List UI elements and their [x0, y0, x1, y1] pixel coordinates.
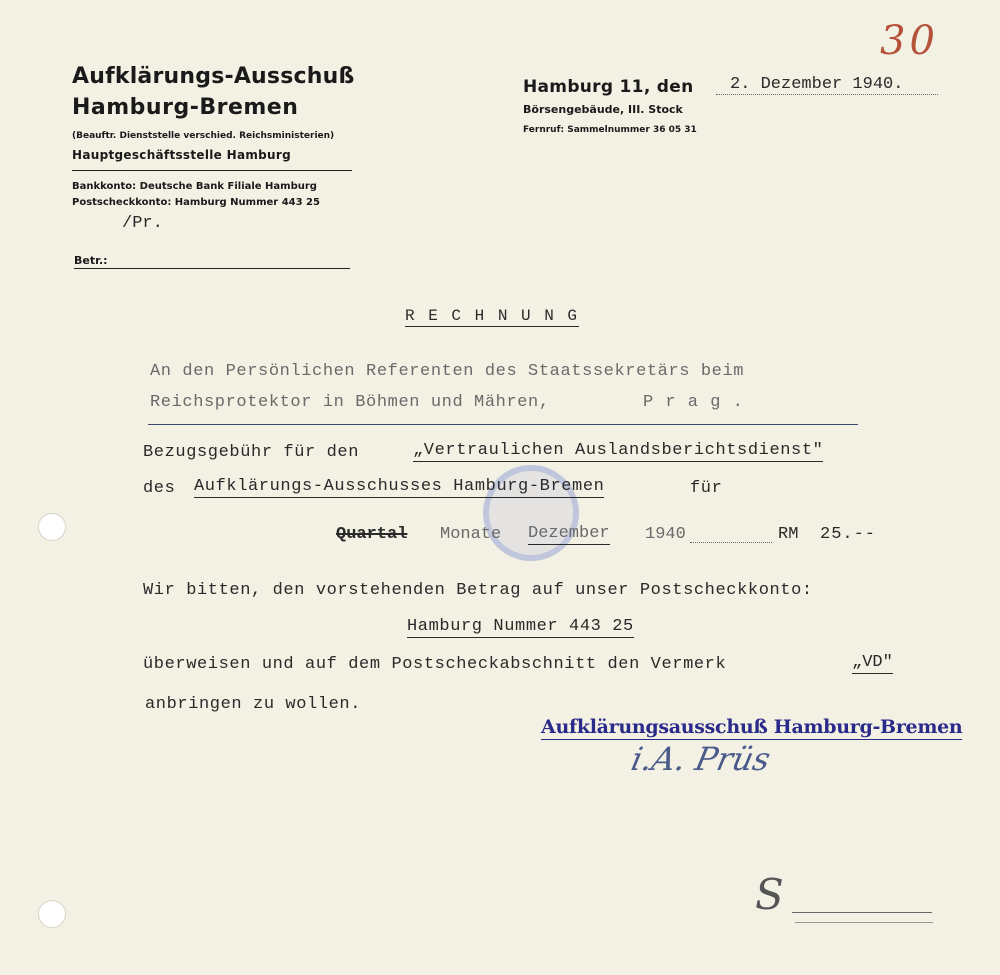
- place-label: Hamburg 11, den: [523, 77, 694, 97]
- period-month: Dezember: [528, 524, 610, 543]
- handwritten-signature: i.A. Prüs: [627, 740, 774, 778]
- letterhead-divider: [72, 170, 352, 171]
- fee-service-name: „Vertraulichen Auslandsberichtsdienst": [413, 441, 824, 460]
- fee-line-1-prefix: Bezugsgebühr für den: [143, 443, 360, 462]
- request-line-2: überweisen und auf dem Postscheckabschnitt den Vermerk: [143, 655, 727, 674]
- period-year: 1940: [645, 525, 686, 544]
- invoice-title: R E C H N U N G: [405, 307, 580, 325]
- bank-account: Bankkonto: Deutsche Bank Filiale Hamburg: [72, 181, 317, 192]
- date-dotted-line: [716, 94, 938, 95]
- period-struck-out: [336, 525, 407, 544]
- fee-line-2-suffix: für: [690, 479, 723, 498]
- org-office: Hauptgeschäftsstelle Hamburg: [72, 148, 291, 162]
- request-account: Hamburg Nummer 443 25: [407, 617, 634, 636]
- org-name-line1: Aufklärungs-Ausschuß: [72, 64, 355, 89]
- period-struck-text: Quartal: [336, 525, 408, 544]
- initial-mark: S: [755, 870, 784, 919]
- punch-hole-bottom: [38, 900, 66, 928]
- currency-label: RM: [778, 525, 799, 544]
- amount-dotted-line: [690, 542, 772, 543]
- subject-label: Betr.:: [74, 254, 108, 267]
- recipient-city: P r a g .: [643, 393, 744, 412]
- recipient-line-1: An den Persönlichen Referenten des Staatssekretärs beim: [150, 362, 745, 381]
- initial-line: [792, 912, 932, 913]
- recipient-line-2: Reichsprotektor in Böhmen und Mähren,: [150, 393, 550, 412]
- invoice-amount: 25.--: [820, 525, 877, 544]
- recipient-divider: [148, 424, 858, 425]
- reference-mark: /Pr.: [122, 214, 163, 233]
- letter-date: 2. Dezember 1940.: [730, 75, 904, 94]
- punch-hole-top: [38, 513, 66, 541]
- page-number: 30: [880, 18, 939, 64]
- phone-number: Fernruf: Sammelnummer 36 05 31: [523, 125, 697, 135]
- org-name-line2: Hamburg-Bremen: [72, 95, 299, 120]
- office-address: Börsengebäude, III. Stock: [523, 103, 683, 116]
- fee-org-name: Aufklärungs-Ausschusses Hamburg-Bremen: [194, 477, 605, 496]
- subject-line: [74, 268, 350, 269]
- request-mark: „VD": [852, 653, 893, 672]
- fee-line-2-prefix: des: [143, 479, 176, 498]
- period-label: Monate: [440, 525, 502, 544]
- request-line-3: anbringen zu wollen.: [145, 695, 362, 714]
- organization-stamp: Aufklärungsausschuß Hamburg-Bremen: [541, 716, 963, 738]
- org-subtitle: (Beauftr. Dienststelle verschied. Reichsministerien): [72, 131, 335, 141]
- request-line-1: Wir bitten, den vorstehenden Betrag auf unser Postscheckkonto:: [143, 581, 813, 600]
- postal-account: Postscheckkonto: Hamburg Nummer 443 25: [72, 197, 320, 208]
- initial-line-2: [795, 922, 933, 923]
